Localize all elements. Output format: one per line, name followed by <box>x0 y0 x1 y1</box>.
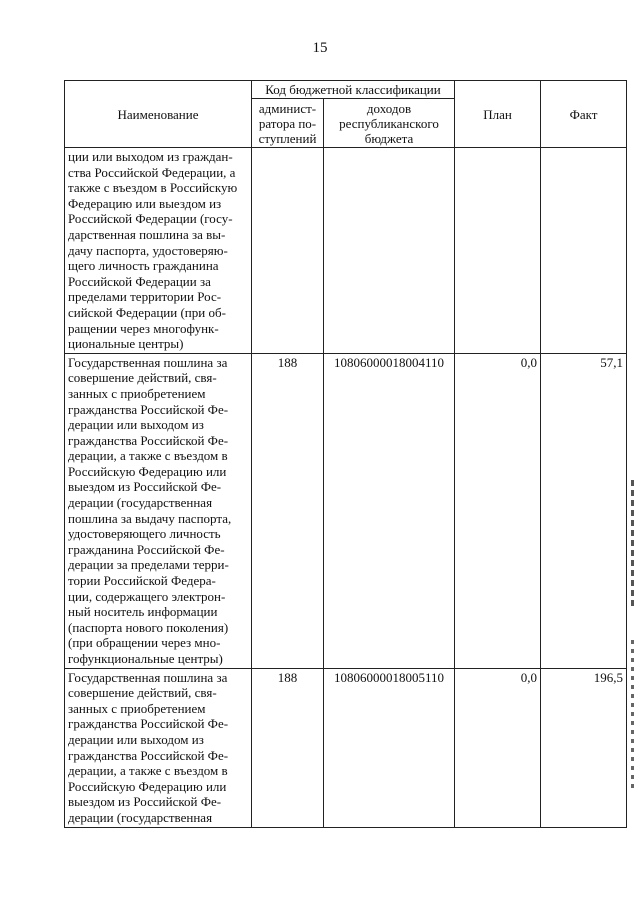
cell-name-line: дерации (государственная <box>68 809 213 825</box>
cell-fact: 196,5 <box>541 668 627 827</box>
header-plan: План <box>455 81 541 148</box>
cell-name-line: Федерацию или выездом из <box>68 195 222 211</box>
table-body <box>65 148 627 828</box>
cell-name <box>65 353 252 668</box>
cell-name-line: ции или выходом из граждан- <box>68 149 233 164</box>
header-administrator-line: ратора по- <box>258 115 317 131</box>
cell-name-line: дерации, а также с въездом в <box>68 448 228 464</box>
cell-name-line: удостоверяющего личность <box>68 526 221 542</box>
header-revenue-line: республиканского <box>339 115 439 131</box>
cell-administrator-code <box>252 148 324 354</box>
cell-plan: 0,0 <box>455 668 541 827</box>
header-fact: Факт <box>541 81 627 148</box>
cell-name-line: (паспорта нового поколения) <box>68 619 229 635</box>
table-row <box>65 668 627 827</box>
header-administrator <box>252 99 324 148</box>
cell-name-line: Государственная пошлина за <box>68 669 228 685</box>
cell-name-line: дерации или выходом из <box>68 417 204 433</box>
cell-administrator-code: 188 <box>252 668 324 827</box>
cell-revenue-code: 10806000018005110 <box>324 668 455 827</box>
cell-fact <box>541 148 627 354</box>
cell-name-line: ращении через многофунк- <box>68 320 219 336</box>
cell-name-line: дерации за пределами терри- <box>68 557 229 573</box>
cell-name-line: дерации (государственная <box>68 495 213 511</box>
cell-name-line: выездом из Российской Фе- <box>68 479 222 495</box>
cell-name-line: ства Российской Федерации, а <box>68 164 236 180</box>
scan-margin-mark <box>631 480 634 610</box>
header-budget-code: Код бюджетной классификации <box>252 81 455 99</box>
header-revenue-line: доходов <box>366 100 412 116</box>
header-revenue <box>324 99 455 148</box>
header-administrator-line: ступлений <box>258 130 317 146</box>
cell-name-line: гофункциональные центры) <box>68 651 223 666</box>
cell-name-line: совершение действий, свя- <box>68 370 217 386</box>
cell-revenue-code <box>324 148 455 354</box>
cell-name-line: занных с приобретением <box>68 385 206 401</box>
cell-name-line: гражданства Российской Фе- <box>68 401 229 417</box>
cell-administrator-code: 188 <box>252 353 324 668</box>
cell-name-line: Российской Федерации (госу- <box>68 211 233 227</box>
cell-plan <box>455 148 541 354</box>
cell-plan: 0,0 <box>455 353 541 668</box>
budget-revenue-table <box>64 80 627 828</box>
cell-revenue-code: 10806000018004110 <box>324 353 455 668</box>
cell-name-line: сийской Федерации (при об- <box>68 304 226 320</box>
cell-name-line: гражданства Российской Фе- <box>68 716 229 732</box>
cell-name-line: щего личность гражданина <box>68 258 219 274</box>
page-number: 15 <box>312 40 328 56</box>
cell-name-line: гражданства Российской Фе- <box>68 432 229 448</box>
table-header <box>65 81 627 148</box>
table-row <box>65 353 627 668</box>
cell-name-line: Российскую Федерацию или <box>68 778 227 794</box>
cell-name <box>65 148 252 354</box>
cell-name-line: дерации, а также с въездом в <box>68 763 228 779</box>
table-row <box>65 148 627 354</box>
cell-name-line: дарственная пошлина за вы- <box>68 226 226 242</box>
cell-name-line: (при обращении через мно- <box>68 635 221 651</box>
cell-name <box>65 668 252 827</box>
header-name: Наименование <box>65 81 252 148</box>
cell-name-line: совершение действий, свя- <box>68 685 217 701</box>
cell-name-line: дачу паспорта, удостоверяю- <box>68 242 228 258</box>
cell-name-line: ции, содержащего электрон- <box>68 588 226 604</box>
cell-name-line: выездом из Российской Фе- <box>68 794 222 810</box>
header-revenue-line: бюджета <box>364 130 414 146</box>
cell-name-line: пошлина за выдачу паспорта, <box>68 510 232 526</box>
cell-name-line: Государственная пошлина за <box>68 354 228 370</box>
cell-name-line: гражданства Российской Фе- <box>68 747 229 763</box>
cell-name-line: Российской Федерации за <box>68 273 211 289</box>
cell-name-line: ный носитель информации <box>68 604 218 620</box>
header-administrator-line: админист- <box>258 100 317 116</box>
cell-fact: 57,1 <box>541 353 627 668</box>
cell-name-line: тории Российской Федера- <box>68 573 216 589</box>
cell-name-line: занных с приобретением <box>68 700 206 716</box>
cell-name-line: пределами территории Рос- <box>68 289 222 305</box>
cell-name-line: циональные центры) <box>68 336 184 352</box>
cell-name-line: Российскую Федерацию или <box>68 463 227 479</box>
cell-name-line: гражданина Российской Фе- <box>68 541 225 557</box>
scan-margin-mark <box>631 640 634 790</box>
cell-name-line: также с въездом в Российскую <box>68 180 238 196</box>
cell-name-line: дерации или выходом из <box>68 731 204 747</box>
